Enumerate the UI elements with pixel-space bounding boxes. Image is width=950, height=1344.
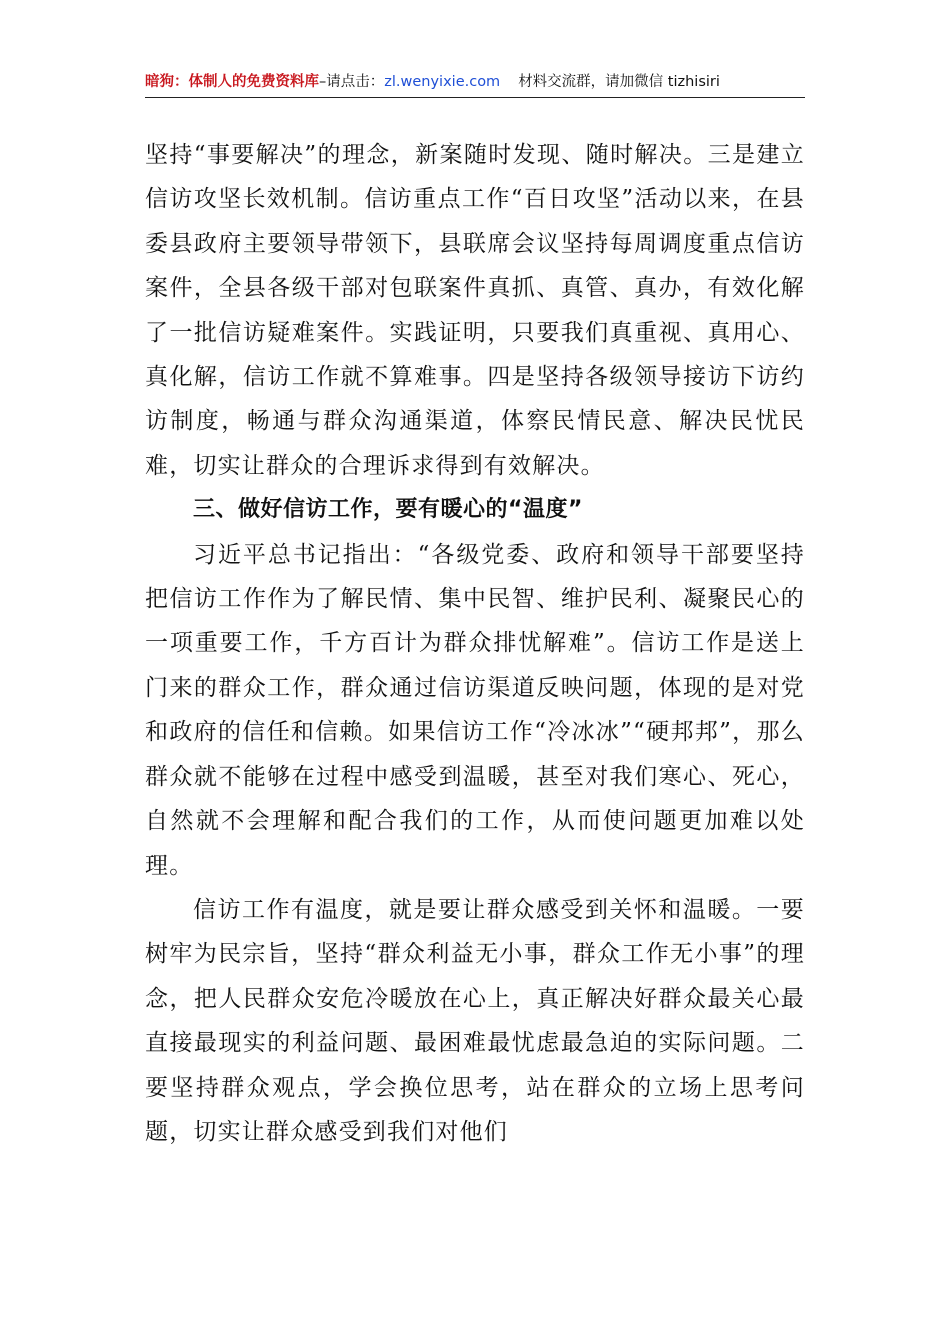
paragraph-quote: 习近平总书记指出：“各级党委、政府和领导干部要坚持把信访工作作为了解民情、集中民智、维护民利、凝聚民心的一项重要工作，千方百计为群众排忧解难”。信访工作是送上门来的群众工作，群众通过信访渠道反映问题，体现的是对党和政府的信任和信赖。如果信访工作“冷冰冰”“硬邦邦”，那么群众就不能够在过程中感受到温暖，甚至对我们寒心、死心，自然就不会理解和配合我们的工作，从而使问题更加难以处理。 <box>145 541 805 879</box>
paragraph-warmth: 信访工作有温度，就是要让群众感受到关怀和温暖。一要树牢为民宗旨，坚持“群众利益无小事，群众工作无小事”的理念，把人民群众安危冷暖放在心上，真正解决好群众最关心最直接最现实的利益问题、最困难最忧虑最急迫的实际问题。二要坚持群众观点，学会换位思考，站在群众的立场上思考问题，切实让群众感受到我们对他们 <box>145 896 805 1145</box>
header-wechat-note: 材料交流群，请加微信 tizhisiri <box>518 74 720 90</box>
header-divider <box>145 97 805 98</box>
header-link[interactable]: zl.wenyixie.com <box>384 74 501 90</box>
header-link-prefix: –请点击： <box>319 74 385 90</box>
header-brand: 暗狗：体制人的免费资料库 <box>145 74 319 90</box>
page-header <box>145 70 805 94</box>
paragraph-continued: 坚持“事要解决”的理念，新案随时发现、随时解决。三是建立信访攻坚长效机制。信访重点工作“百日攻坚”活动以来，在县委县政府主要领导带领下，县联席会议坚持每周调度重点信访案件，全县各级干部对包联案件真抓、真管、真办，有效化解了一批信访疑难案件。实践证明，只要我们真重视、真用心、真化解，信访工作就不算难事。四是坚持各级领导接访下访约访制度，畅通与群众沟通渠道，体察民情民意、解决民忧民难，切实让群众的合理诉求得到有效解决。 <box>145 142 805 479</box>
document-body <box>145 133 805 1154</box>
section-heading: 三、做好信访工作，要有暖心的“温度” <box>193 497 583 523</box>
